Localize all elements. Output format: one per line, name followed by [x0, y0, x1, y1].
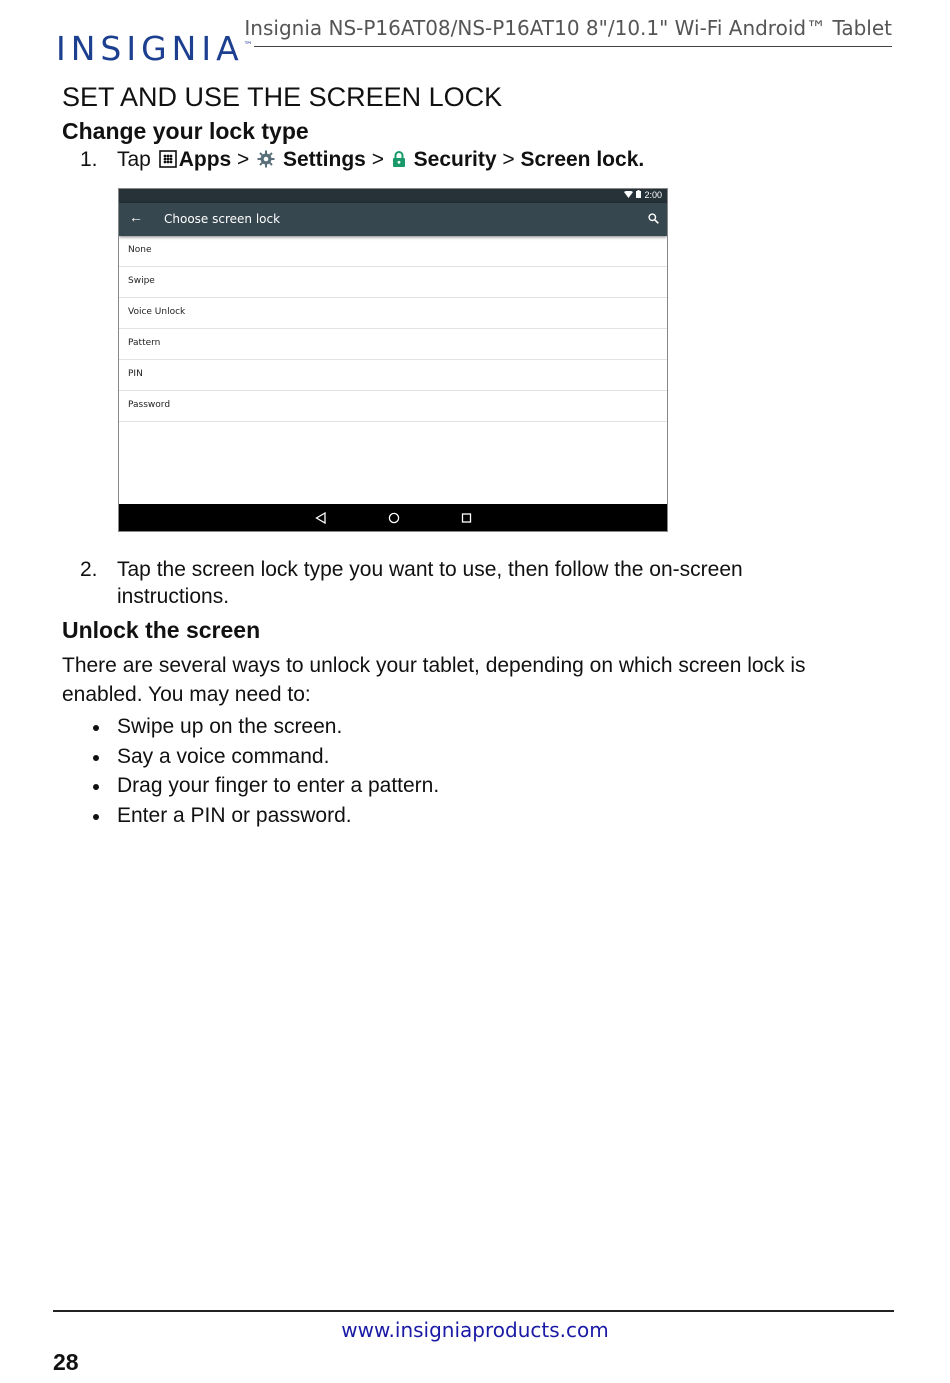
- navigation-bar: [119, 504, 667, 531]
- search-icon[interactable]: [648, 211, 659, 229]
- lock-option-none[interactable]: None: [119, 236, 667, 267]
- apps-label: Apps: [178, 148, 232, 171]
- status-time: 2:00: [644, 190, 662, 200]
- wifi-icon: [624, 190, 633, 200]
- step-number: 2.: [80, 558, 98, 581]
- subheading-unlock: Unlock the screen: [62, 617, 261, 643]
- lock-option-pin[interactable]: PIN: [119, 360, 667, 391]
- status-bar: [119, 189, 667, 203]
- bullet-icon: [93, 755, 99, 761]
- step-1-text: Tap Apps > Settings > Security > Screen lock.: [117, 146, 817, 175]
- lock-option-pattern[interactable]: Pattern: [119, 329, 667, 360]
- app-bar-title: Choose screen lock: [164, 212, 281, 226]
- lock-icon: [392, 148, 406, 175]
- bullet-icon: [93, 784, 99, 790]
- nav-recents-icon[interactable]: [461, 511, 472, 529]
- section-title: SET AND USE THE SCREEN LOCK: [62, 82, 503, 112]
- step-number: 1.: [80, 148, 98, 171]
- document-header-title: Insignia NS-P16AT08/NS-P16AT10 8"/10.1" Wi-Fi Android™ Tablet: [244, 16, 892, 40]
- unlock-intro-paragraph: There are several ways to unlock your tablet, depending on which screen lock is enabled. You may need to:: [62, 654, 806, 706]
- settings-label: Settings: [283, 148, 366, 171]
- footer-website-link[interactable]: www.insigniaproducts.com: [341, 1318, 609, 1342]
- nav-home-icon[interactable]: [388, 511, 400, 529]
- subheading-change-lock: Change your lock type: [62, 118, 309, 144]
- bullet-icon: [93, 814, 99, 820]
- step-2-text: Tap the screen lock type you want to use, then follow the on-screen instructions.: [117, 558, 743, 608]
- insignia-logo: INSIGNIA™: [56, 29, 253, 68]
- bullet-icon: [93, 725, 99, 731]
- screen-lock-label: Screen lock.: [520, 148, 645, 171]
- lock-option-voice-unlock[interactable]: Voice Unlock: [119, 298, 667, 329]
- choose-screen-lock-screenshot: [118, 188, 668, 532]
- battery-icon: [636, 190, 641, 200]
- app-bar: [119, 203, 667, 236]
- header-divider: [254, 46, 892, 47]
- settings-gear-icon: [257, 148, 275, 175]
- back-arrow-icon[interactable]: ←: [129, 209, 143, 225]
- apps-icon: [159, 148, 177, 175]
- page-number: 28: [53, 1349, 79, 1375]
- lock-option-swipe[interactable]: Swipe: [119, 267, 667, 298]
- security-label: Security: [413, 148, 497, 171]
- footer-divider: [53, 1310, 894, 1312]
- nav-back-icon[interactable]: [315, 511, 326, 529]
- lock-option-password[interactable]: Password: [119, 391, 667, 422]
